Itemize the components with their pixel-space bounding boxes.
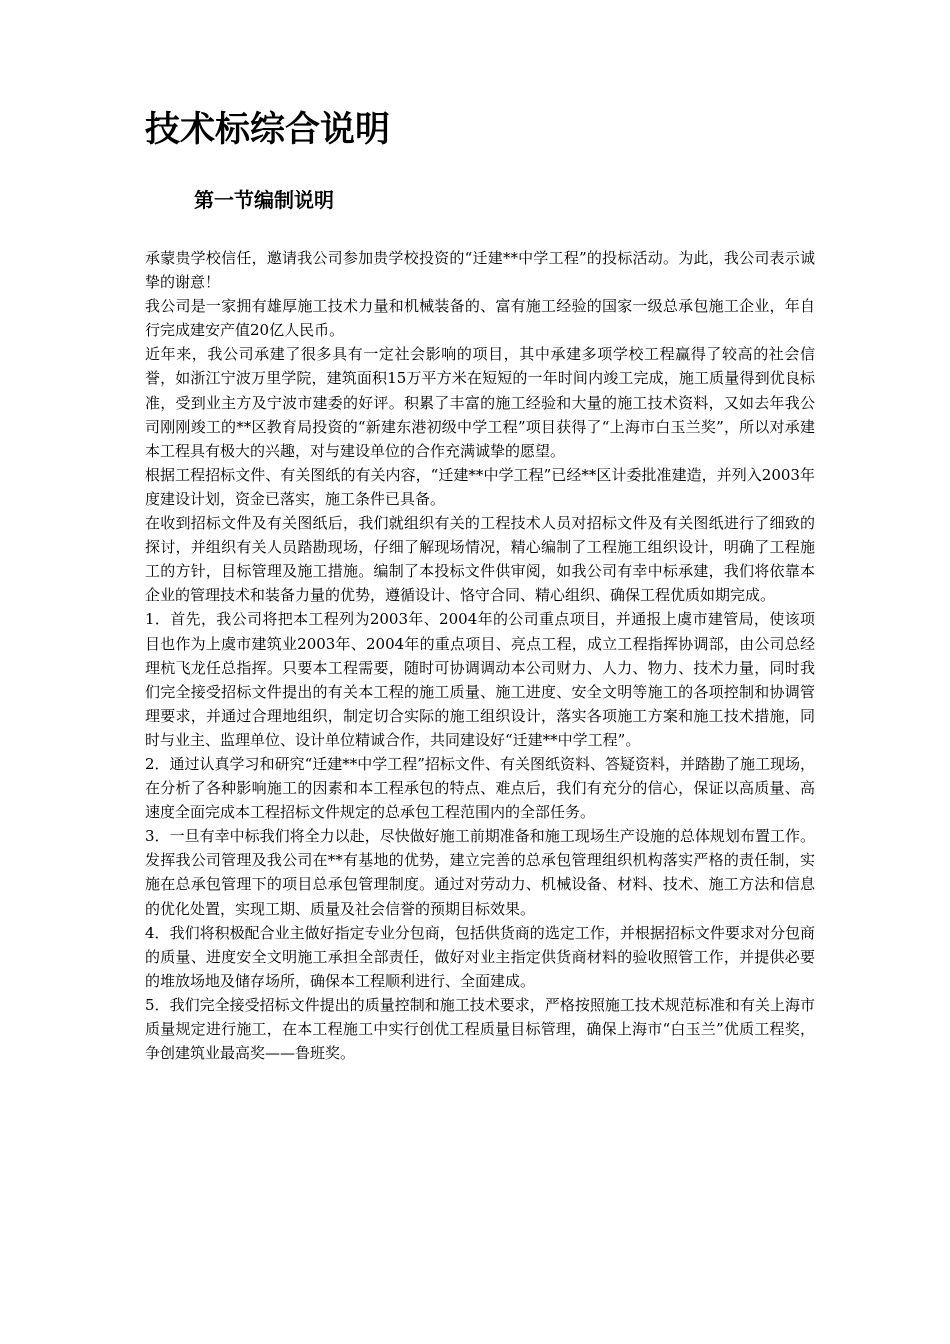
document-title: 技术标综合说明: [145, 110, 391, 150]
paragraph-experience: 近年来，我公司承建了很多具有一定社会影响的项目，其中承建多项学校工程赢得了较高的社会信誉，如浙江宁波万里学院，建筑面积15万平方米在短短的一年时间内竣工完成，施工质量得到优良标准，受到业主方及宁波市建委的好评。积累了丰富的施工经验和大量的施工技术资料，又如去年我公司刚刚竣工的**区教育局投资的“新建东港初级中学工程”项目获得了“上海市白玉兰奖”，所以对承建本工程具有极大的兴趣，对与建设单位的合作充满诚挚的愿望。: [145, 345, 815, 460]
paragraph-item-4: 4．我们将积极配合业主做好指定专业分包商，包括供货商的选定工作，并根据招标文件要求对分包商的质量、进度安全文明施工承担全部责任，做好对业主指定供货商材料的验收照管工作，并提供必要的堆放场地及储存场所，确保本工程顺利进行、全面建成。: [145, 923, 815, 990]
paragraph-item-3: 3．一旦有幸中标我们将全力以赴，尽快做好施工前期准备和施工现场生产设施的总体规划布置工作。发挥我公司管理及我公司在**有基地的优势，建立完善的总承包管理组织机构落实严格的责任制，实施在总承包管理下的项目总承包管理制度。通过对劳动力、机械设备、材料、技术、施工方法和信息的优化处置，实现工期、质量及社会信誉的预期目标效果。: [145, 827, 815, 918]
paragraph-preparation: 在收到招标文件及有关图纸后，我们就组织有关的工程技术人员对招标文件及有关图纸进行了细致的探讨，并组织有关人员踏勘现场，仔细了解现场情况，精心编制了工程施工组织设计，明确了工程施工的方针，目标管理及施工措施。编制了本投标文件供审阅，如我公司有幸中标承建，我们将依靠本企业的管理技术和装备力量的优势，遵循设计、恪守合同、精心组织、确保工程优质如期完成。: [145, 514, 815, 605]
paragraph-basis: 根据工程招标文件、有关图纸的有关内容，“迁建**中学工程”已经**区计委批准建造，并列入2003年度建设计划，资金已落实，施工条件已具备。: [145, 465, 815, 508]
paragraph-item-5: 5．我们完全接受招标文件提出的质量控制和施工技术要求，严格按照施工技术规范标准和有关上海市质量规定进行施工，在本工程施工中实行创优工程质量目标管理，确保上海市“白玉兰”优质工程奖，争创建筑业最高奖——鲁班奖。: [145, 995, 815, 1063]
section-title: 第一节编制说明: [194, 188, 334, 212]
paragraph-intro: 承蒙贵学校信任，邀请我公司参加贵学校投资的“迁建**中学工程”的投标活动。为此，我公司表示诚挚的谢意！: [145, 249, 815, 292]
paragraph-item-1: 1．首先，我公司将把本工程列为2003年、2004年的公司重点项目，并通报上虞市建管局，使该项目也作为上虞市建筑业2003年、2004年的重点项目、亮点工程，成立工程指挥协调部，由公司总经理杭飞龙任总指挥。只要本工程需要，随时可协调调动本公司财力、人力、物力、技术力量，同时我们完全接受招标文件提出的有关本工程的施工质量、施工进度、安全文明等施工的各项控制和协调管理要求，并通过合理地组织，制定切合实际的施工组织设计，落实各项施工方案和施工技术措施，同时与业主、监理单位、设计单位精诚合作，共同建设好“迁建**中学工程”。: [145, 610, 815, 749]
paragraph-company: 我公司是一家拥有雄厚施工技术力量和机械装备的、富有施工经验的国家一级总承包施工企业，年自行完成建安产值20亿人民币。: [145, 297, 815, 340]
document-body: [145, 246, 815, 1065]
paragraph-item-2: 2．通过认真学习和研究“迁建**中学工程”招标文件、有关图纸资料、答疑资料，并踏勘了施工现场，在分析了各种影响施工的因素和本工程承包的特点、难点后，我们有充分的信心，保证以高质量、高速度全面完成本工程招标文件规定的总承包工程范围内的全部任务。: [145, 754, 815, 822]
